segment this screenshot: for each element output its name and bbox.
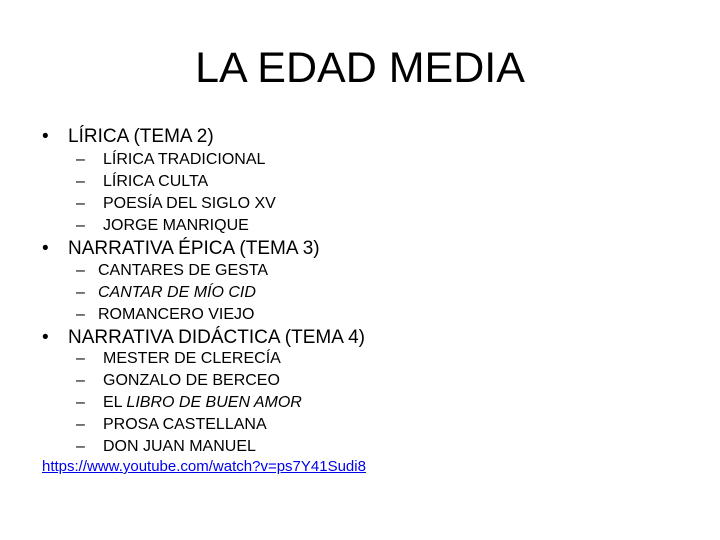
list-item-label: CANTARES DE GESTA <box>98 262 269 279</box>
list-item-label: PROSA CASTELLANA <box>103 416 267 433</box>
bullet: • <box>42 238 49 259</box>
list-item <box>76 215 249 237</box>
list-item <box>76 149 265 171</box>
list-item <box>76 414 267 436</box>
dash: – <box>76 306 85 323</box>
bullet: • <box>42 327 49 348</box>
dash: – <box>76 350 85 367</box>
list-item-label: EL <box>103 394 127 411</box>
section-heading-narrativa-didactica <box>42 326 365 350</box>
book-title: LIBRO DE BUEN AMOR <box>126 394 302 411</box>
dash: – <box>76 195 85 212</box>
dash: – <box>76 151 85 168</box>
list-item <box>76 171 208 193</box>
list-item <box>76 370 280 392</box>
list-item-label: ROMANCERO VIEJO <box>98 306 255 323</box>
list-item-label: LÍRICA CULTA <box>103 173 209 190</box>
section-heading-label: NARRATIVA ÉPICA (TEMA 3) <box>68 238 320 259</box>
list-item-label: CANTAR DE MÍO CID <box>98 284 256 301</box>
list-item-label: GONZALO DE BERCEO <box>103 372 280 389</box>
bullet: • <box>42 126 49 147</box>
dash: – <box>76 438 85 455</box>
dash: – <box>76 173 85 190</box>
dash: – <box>76 372 85 389</box>
dash: – <box>76 217 85 234</box>
section-heading-lirica <box>42 125 214 149</box>
list-item-label: POESÍA DEL SIGLO XV <box>103 195 276 212</box>
list-item-label: MESTER DE CLERECÍA <box>103 350 281 367</box>
list-item-label: DON JUAN MANUEL <box>103 438 256 455</box>
dash: – <box>76 416 85 433</box>
list-item <box>76 282 256 304</box>
list-item <box>76 436 256 458</box>
dash: – <box>76 262 85 279</box>
youtube-link[interactable]: https://www.youtube.com/watch?v=ps7Y41Sudi8 <box>42 458 366 475</box>
list-item <box>76 260 268 282</box>
section-heading-label: LÍRICA (TEMA 2) <box>68 126 214 147</box>
list-item-label: JORGE MANRIQUE <box>103 217 249 234</box>
page-title: LA EDAD MEDIA <box>195 44 525 92</box>
section-heading-narrativa-epica <box>42 237 320 261</box>
list-item <box>76 392 302 414</box>
dash: – <box>76 284 85 301</box>
list-item <box>76 304 254 326</box>
list-item-label: LÍRICA TRADICIONAL <box>103 151 266 168</box>
list-item <box>76 348 281 370</box>
dash: – <box>76 394 85 411</box>
list-item <box>76 193 276 215</box>
section-heading-label: NARRATIVA DIDÁCTICA (TEMA 4) <box>68 327 366 348</box>
